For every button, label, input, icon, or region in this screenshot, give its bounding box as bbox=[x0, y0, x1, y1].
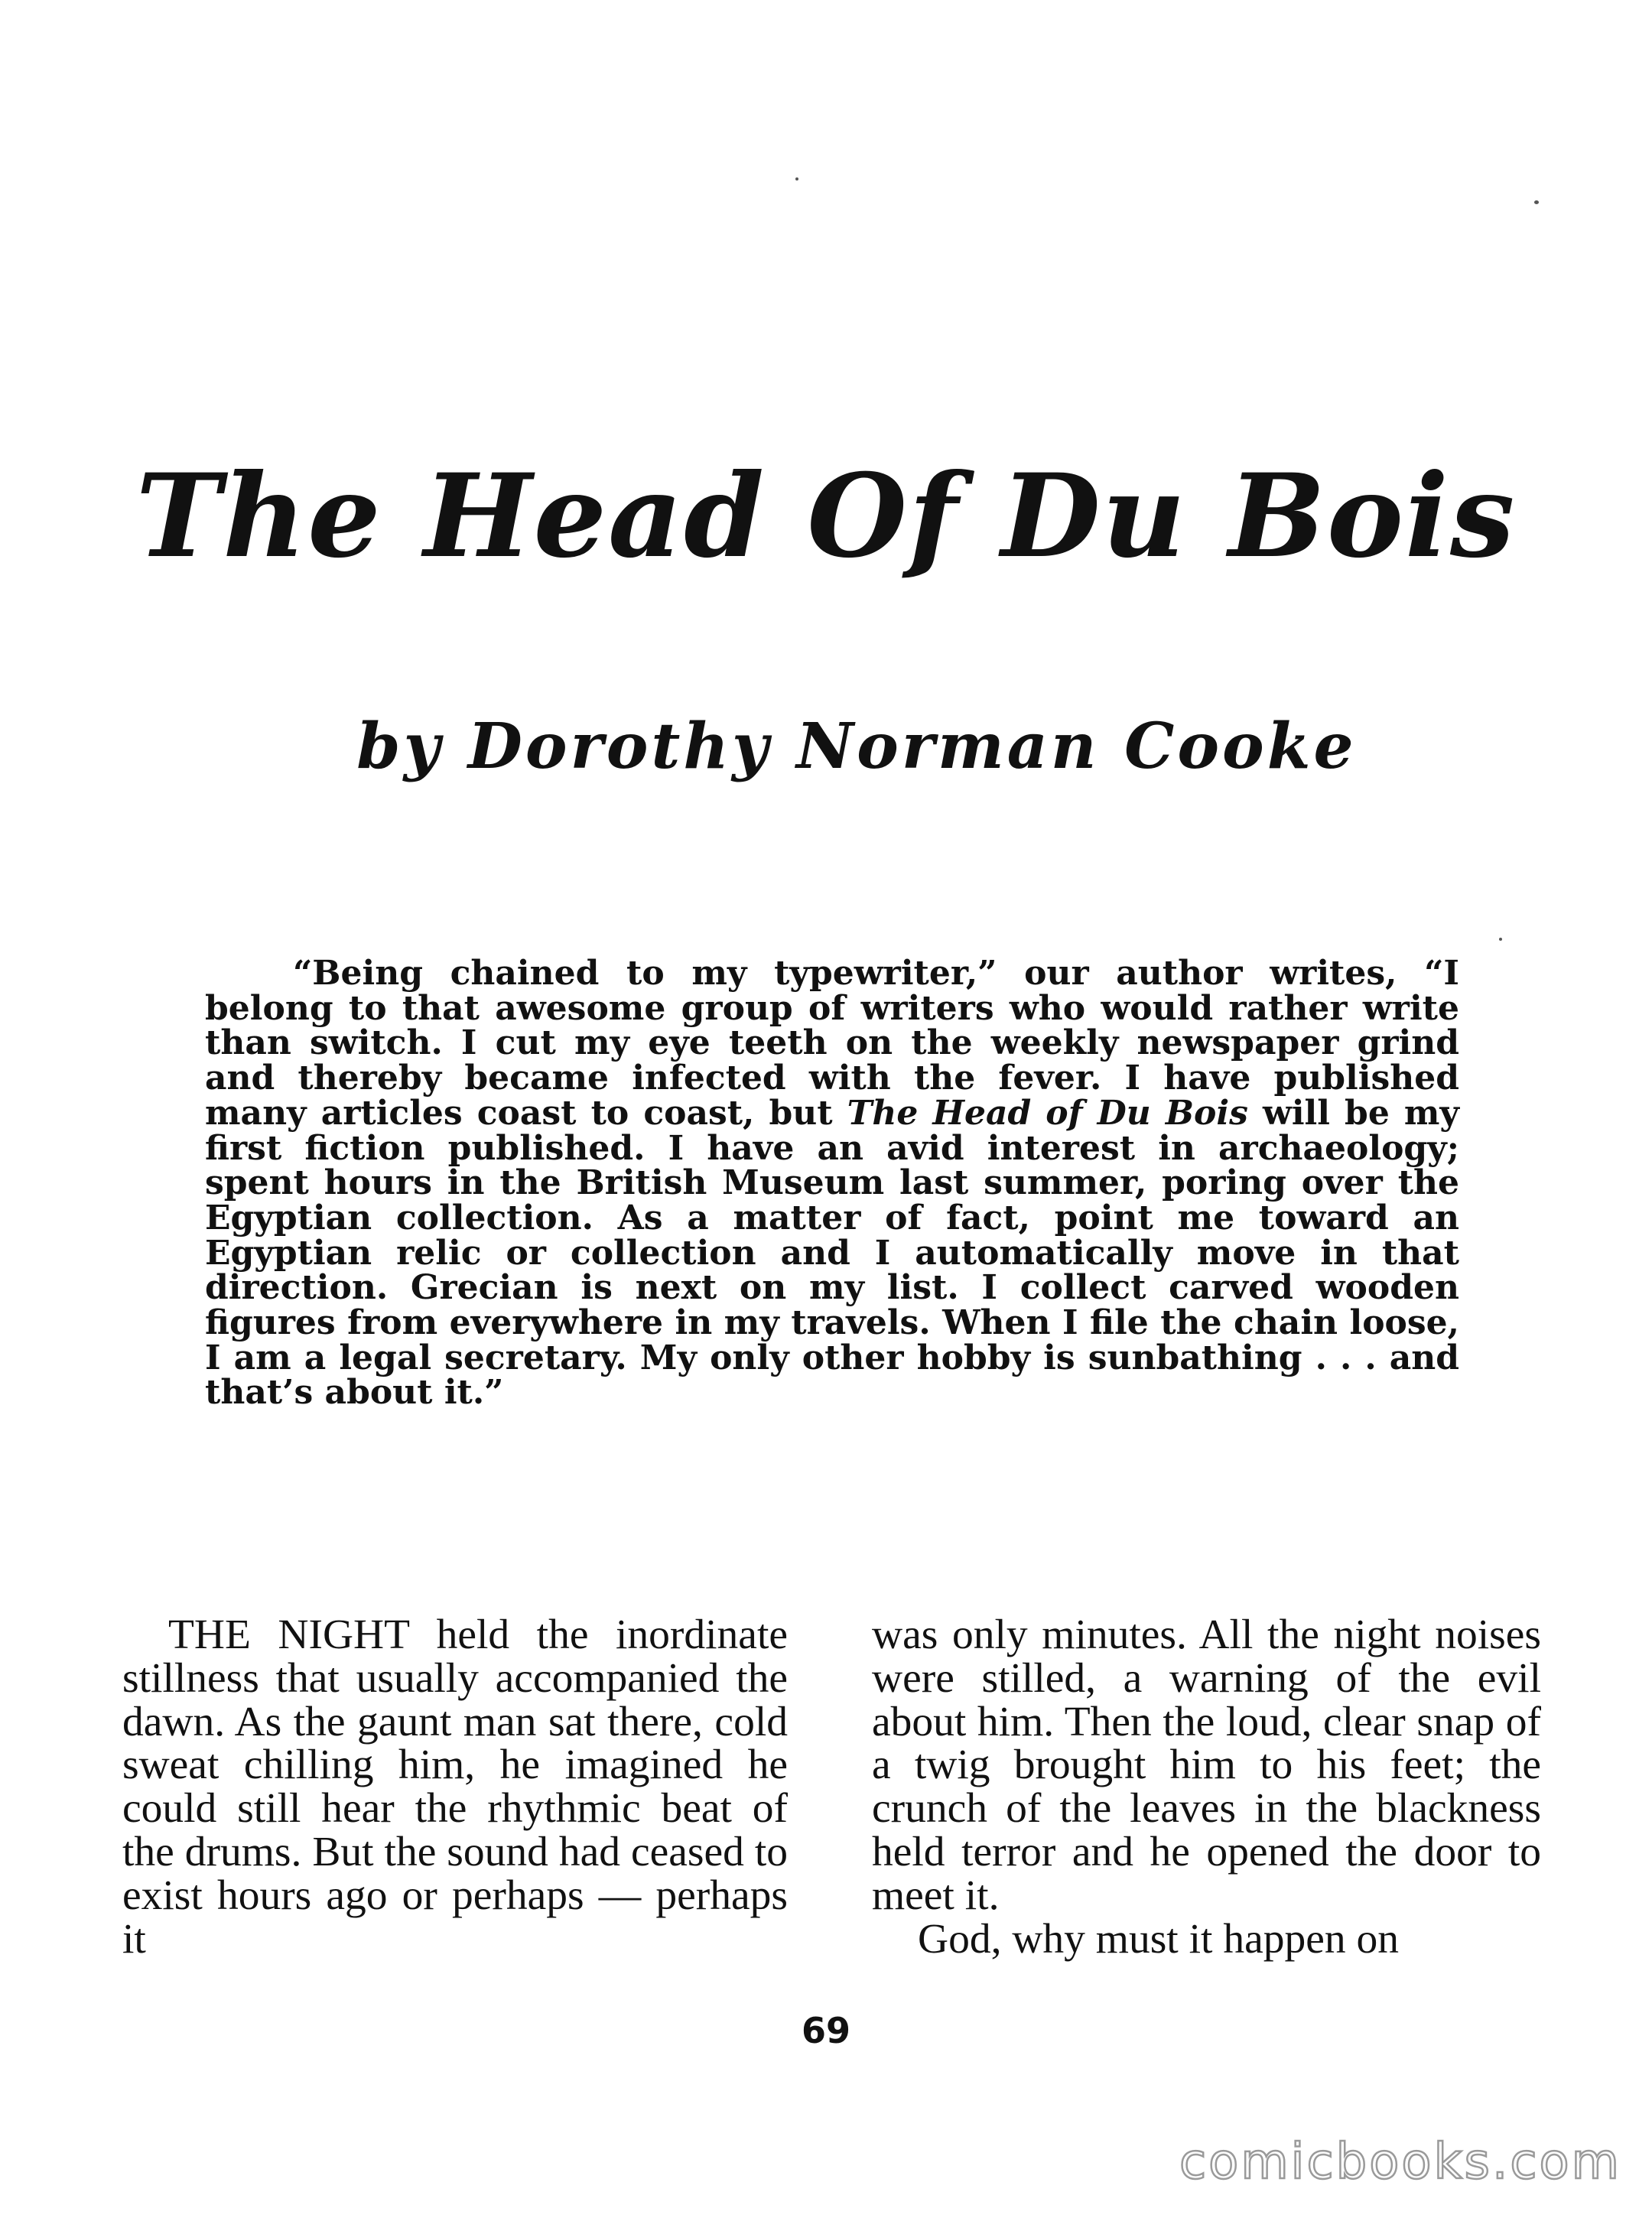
site-watermark: comicbooks.com bbox=[1179, 2134, 1621, 2190]
intro-text-before-title: “Being chained to my typewriter,” our author writes, “I belong to that awesome group of writers who would rather write than switch. I cut my eye teeth on the weekly newspaper grind and thereby became infected with the fever. I have published many articles coast to coast, but bbox=[205, 954, 1459, 1133]
author-byline: by Dorothy Norman Cooke bbox=[356, 710, 1357, 783]
scan-speck bbox=[1534, 200, 1539, 204]
page-title: The Head Of Du Bois bbox=[135, 449, 1517, 584]
story-paragraph: was only minutes. All the night noises were stilled, a warning of the evil about him. Then the loud, clear snap of a twig brought him to his feet; the crunch of the leaves in the blackness held terror and he opened the door to meet it. bbox=[872, 1611, 1541, 1919]
scan-speck bbox=[1499, 938, 1502, 941]
intro-story-title: The Head of Du Bois bbox=[847, 1093, 1248, 1133]
story-column-right bbox=[872, 1611, 1541, 1963]
story-paragraph: God, why must it happen on bbox=[918, 1915, 1399, 1963]
intro-text-after-title: will be my first fiction published. I have an avid interest in archaeology; spent hours in the British Museum last summer, poring over the Egyptian collection. As a matter of fact, point me toward an Egyptian relic or collection and I automatically move in that direction. Grecian is next on my list. I collect carved wooden figures from everywhere in my travels. When I file the chain loose, I am a legal secretary. My only other hobby is sunbathing . . . and that’s about it.” bbox=[205, 1093, 1459, 1413]
scan-speck bbox=[795, 177, 798, 180]
story-column-left: THE NIGHT held the inordinate stillness that usually accompanied the dawn. As the gaunt man sat there, cold sweat chilling him, he imagined he could still hear the rhythmic beat of the drums. But the sound had ceased to exist hours ago or perhaps — perhaps it bbox=[122, 1611, 788, 1963]
page-number: 69 bbox=[801, 2010, 850, 2051]
author-introduction bbox=[205, 954, 1459, 1413]
